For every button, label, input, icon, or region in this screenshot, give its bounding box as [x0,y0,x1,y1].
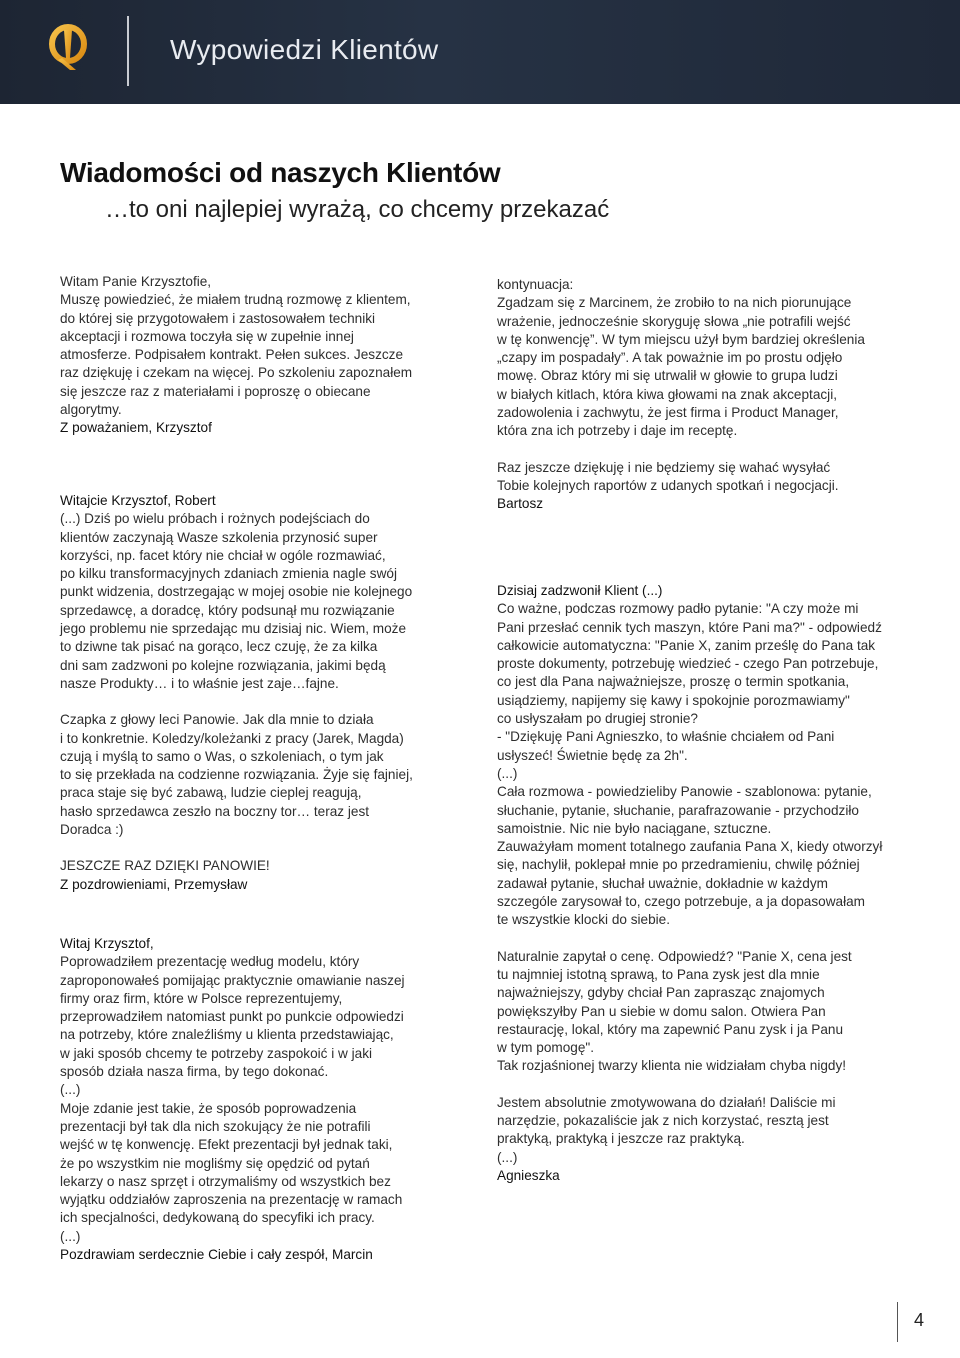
testimonial-signature: Pozdrawiam serdecznie Ciebie i cały zespół, Marcin [60,1247,373,1263]
testimonial-krzysztof [60,273,480,438]
testimonial-shout: JESZCZE RAZ DZIĘKI PANOWIE! [60,858,270,874]
testimonial-body-2: Raz jeszcze dziękuję i nie będziemy się wahać wysyłać Tobie kolejnych raportów z udanych spotkań i negocjacji. [497,459,839,493]
testimonial-signature: Z poważaniem, Krzysztof [60,420,212,436]
testimonial-body: Witam Panie Krzysztofie, Muszę powiedzieć, że miałem trudną rozmowę z klientem, do której się przygotowałem i zastosowałem techniki akceptacji i rozmowa toczyła się w zupełnie innej atmosferze. Podpisałem kontrakt. Pełen sukces. Jeszcze raz dziękuję i czekam na więcej. Po szkoleniu zapoznałem się jeszcze raz z materiałami i poproszę o obiecane algorytmy. [60,274,413,418]
header-bar [0,0,960,104]
testimonial-body: (...) Dziś po wielu próbach i rożnych podejściach do klientów zaczynają Wasze szkolenia przynosić super korzyści, np. facet który nie chciał w ogóle rozmawiać, po kilku transformacyjnych zdaniach zmienia nagle swój punkt widzenia, dostrzegając w mojej osobie nie kolejnego sprzedawcę, a doradcę, który podsunął mu rozwiązanie jego problemu nie sprzedając mu dzisiaj nic. Wiem, może to dziwne tak pisać na gorąco, lecz czuję, że za kilka dni sam zadzwoni po kolejne rozwiązania, jakimi będą nasze Produkty… i to właśnie jest zaje…fajne. [60,511,413,691]
page-title: Wiadomości od naszych Klientów [60,157,501,188]
page-number: 4 [914,1310,925,1330]
testimonial-signature: Z pozdrowieniami, Przemysław [60,876,248,892]
testimonial-body-2: Naturalnie zapytał o cenę. Odpowiedź? "Panie X, cena jest tu najmniej istotną sprawą, to Pana zysk jest dla mnie najważniejszy, gdyby chciał Pan zaprasząc znajomych powiększyłby Pan u siebie w domu salon. Otwiera Pan restaurację, lokal, który ma zapewnić Panu zysk i ja Panu w tym pomogę". Tak rozjaśnionej twarzy klienta nie widziałam chyba nigdy! [497,948,852,1074]
testimonial-greeting: Dzisiaj zadzwonił Klient (...) [497,583,663,598]
testimonial-body: Poprowadziłem prezentację według modelu, który zaproponowałeś pomijając praktycznie omawianie naszej firmy oraz firm, które w Polsce reprezentujemy, przeprowadziłem natomiast punkt po punkcie odpowiedzi na potrzeby, które znaleźliśmy u klienta przedstawiając, w jaki sposób chcemy te potrzeby zaspokoić i w jaki sposób działa nasza firma, by tego dokonać. (...) Moje zdanie jest takie, że sposób poprowadzenia prezentacji był tak dla nich szokujący że nie potrafili wejść w tę konwencję. Efekt prezentacji był jednak taki, że po wszystkim nie mogliśmy się opędzić od pytań lekarzy o nasz sprzęt i otrzymaliśmy od wszystkich bez wyjątku oddziałów zaproszenia na prezentację w ramach ich specjalności, dedykowaną do specyfiki ich pracy. (...) [60,954,405,1244]
testimonial-body-2: Czapka z głowy leci Panowie. Jak dla mnie to działa i to konkretnie. Koledzy/koleżanki z pracy (Jarek, Magda) czują i myślą to samo o Was, o szkoleniach, o tym jak to się przekłada na codzienne rozwiązania. Żyje się fajniej, praca staje się być zabawą, ludzie cieplej reagują, hasło sprzedawca zeszło na boczny tor… teraz jest Doradca :) [60,712,413,838]
testimonial-body: kontynuacja: Zgadzam się z Marcinem, że zrobiło to na nich piorunujące wrażenie, jednocześnie skoryguję słowa „nie potrafili wejść w tę konwencję”. W tym miejscu użył bym bardziej określenia „czapy im pospadały”. A tak poważnie im po prostu odjęło mowę. Obraz który mi się utrwalił w głowie to grupa ludzi w białych kitlach, która kiwa głowami na znak akceptacji, zadowolenia i zachwytu, że jest firma i Product Manager, która zna ich potrzeby i daje im receptę. [497,277,865,439]
testimonial-greeting: Witaj Krzysztof, [60,936,154,951]
testimonial-body-3: Jestem absolutnie zmotywowana do działań! Daliście mi narzędzie, pokazaliście jak z nich korzystać, resztą jest praktyką, praktyką i jeszcze raz praktyką. (...) [497,1094,836,1165]
header-title: Wypowiedzi Klientów [170,34,439,65]
q-logo-icon [46,24,90,72]
testimonial-body: Co ważne, podczas rozmowy padło pytanie: "A czy może mi Pani przesłać cennik tych maszyn, które Pani ma?" - odpowiedź całkowicie automatyczna: "Panie X, zanim prześlę do Pana tak proste dokumenty, potrzebuję wiedzieć - czego Pan potrzebuje, co jest dla Pana najważniejsze, proszę o termin spotkania, usiądziemy, napijemy się kawy i spokojnie porozmawiamy" co usłyszałam po drugiej stronie? - "Dziękuję Pani Agnieszko, to właśnie chciałem od Pani usłyszeć! Świetnie będę za 2h". (...) Cała rozmowa - powiedzieliby Panowie - szablonowa: pytanie, słuchanie, pytanie, słuchanie, parafrazowanie - przychodziło samoistnie. Nic nie było naciągane, sztuczne. Zauważyłam moment totalnego zaufania Pana X, kiedy otworzył się, nachylił, poklepał mnie po przedramieniu, chwilę później zadawał pytanie, słuchał uważnie, dokładnie w każdym szczególe zarysował to, czego potrzebuje, a ja dopasowałam te wszystkie klocki do siebie. [497,601,883,928]
testimonial-signature: Agnieszka [497,1167,560,1183]
testimonial-agnieszka [497,582,917,1185]
page-number-divider [897,1302,898,1342]
page-subtitle: …to oni najlepiej wyrażą, co chcemy przekazać [105,196,610,223]
testimonial-signature: Bartosz [497,496,544,512]
testimonial-marcin [60,935,480,1264]
testimonial-greeting: Witajcie Krzysztof, Robert [60,493,216,508]
header-divider [127,16,129,86]
testimonial-bartosz [497,276,917,514]
testimonial-przemyslaw [60,492,480,894]
